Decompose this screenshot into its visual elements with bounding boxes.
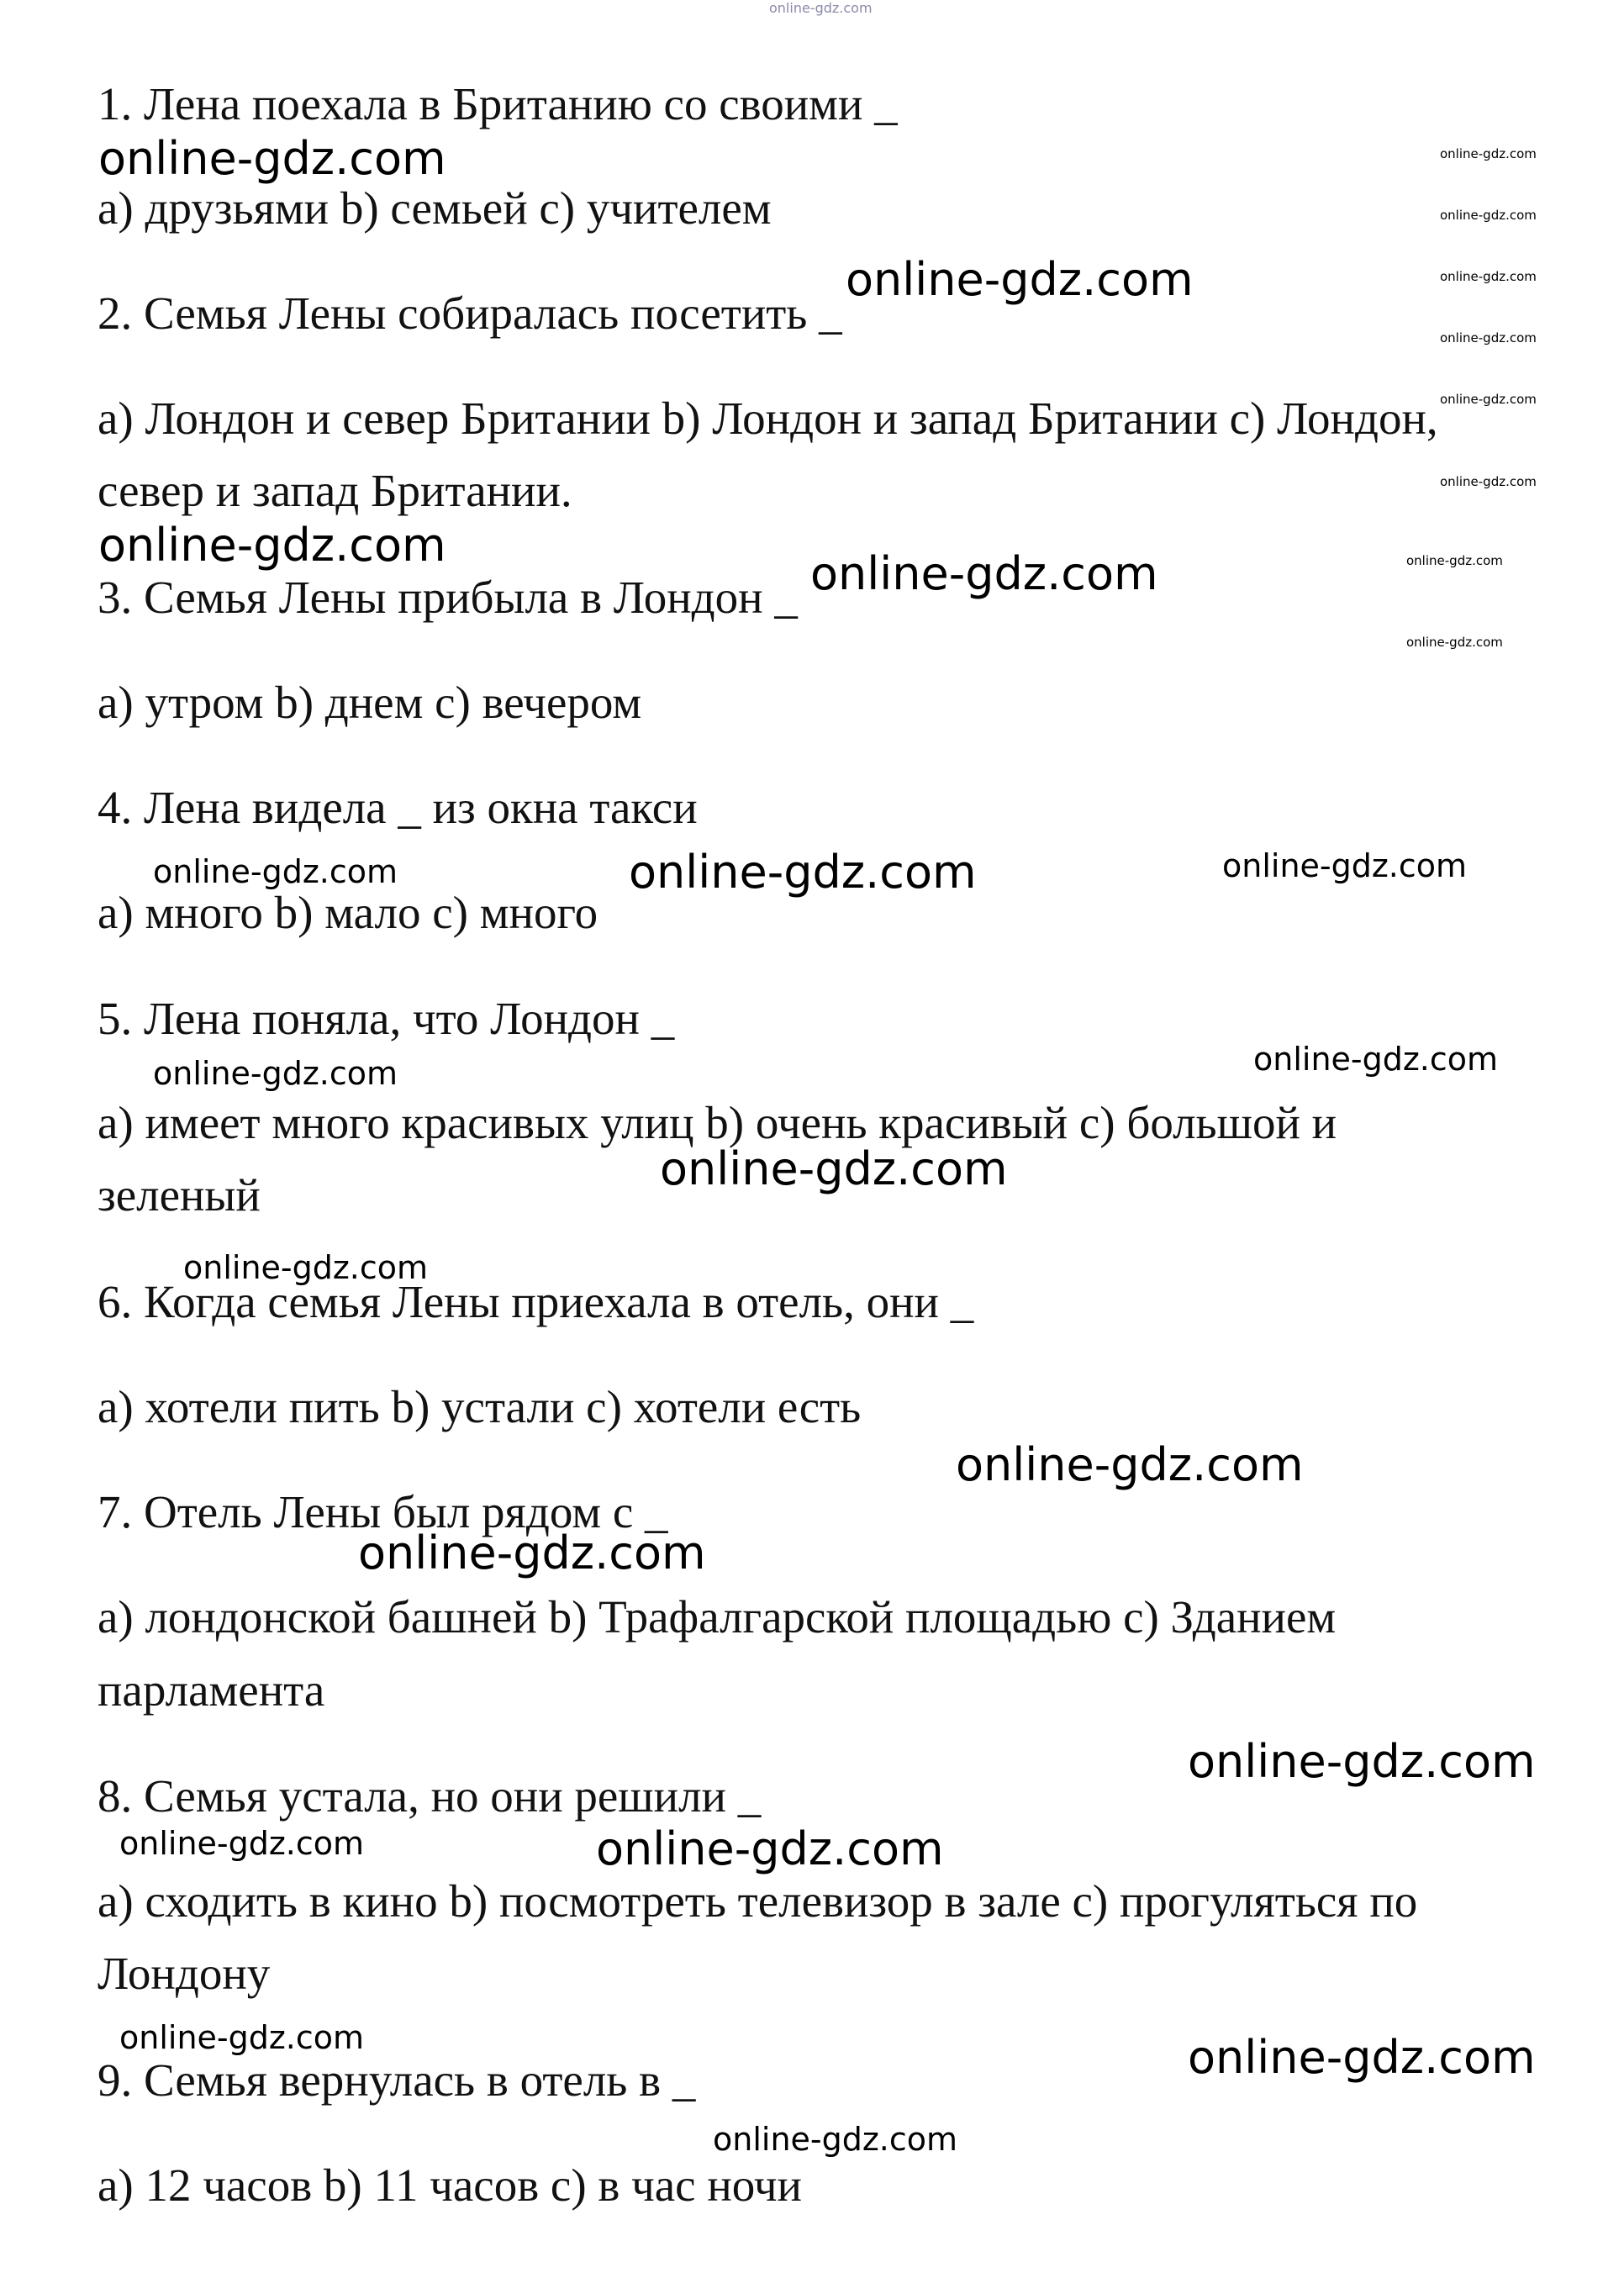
watermark: online-gdz.com — [956, 1438, 1304, 1491]
question-2: 2. Семья Лены собиралась посетить _ — [98, 287, 842, 339]
header-watermark: online-gdz.com — [769, 0, 873, 16]
watermark: online-gdz.com — [1406, 635, 1503, 650]
watermark: online-gdz.com — [98, 132, 446, 185]
question-5: 5. Лена поняла, что Лондон _ — [98, 993, 675, 1044]
question-8: 8. Семья устала, но они решили _ — [98, 1770, 762, 1822]
watermark: online-gdz.com — [713, 2121, 958, 2158]
watermark: online-gdz.com — [1440, 269, 1537, 284]
answer-7-cont: парламента — [98, 1664, 325, 1716]
answer-8-cont: Лондону — [98, 1948, 271, 1999]
watermark: online-gdz.com — [1440, 208, 1537, 223]
watermark: online-gdz.com — [1222, 847, 1468, 884]
answer-8: а) сходить в кино b) посмотреть телевизор в зале c) прогуляться по — [98, 1875, 1418, 1927]
answer-7: а) лондонской башней b) Трафалгарской площадью c) Зданием — [98, 1591, 1337, 1643]
watermark: online-gdz.com — [810, 547, 1158, 600]
watermark: online-gdz.com — [1406, 553, 1503, 568]
watermark: online-gdz.com — [1188, 2031, 1536, 2084]
watermark: online-gdz.com — [183, 1249, 429, 1286]
watermark: online-gdz.com — [596, 1822, 944, 1875]
question-4: 4. Лена видела _ из окна такси — [98, 782, 698, 833]
watermark: online-gdz.com — [660, 1142, 1008, 1195]
answer-9: а) 12 часов b) 11 часов c) в час ночи — [98, 2159, 802, 2211]
answer-5-cont: зеленый — [98, 1169, 261, 1221]
watermark: online-gdz.com — [1440, 474, 1537, 489]
watermark: online-gdz.com — [1188, 1735, 1536, 1788]
question-3: 3. Семья Лены прибыла в Лондон _ — [98, 572, 798, 623]
watermark: online-gdz.com — [119, 2019, 365, 2056]
answer-1: а) друзьями b) семьей c) учителем — [98, 182, 772, 234]
question-1: 1. Лена поехала в Британию со своими _ — [98, 78, 898, 129]
question-7: 7. Отель Лены был рядом с _ — [98, 1486, 668, 1537]
watermark: online-gdz.com — [1440, 392, 1537, 407]
watermark: online-gdz.com — [98, 519, 446, 572]
answer-3: а) утром b) днем c) вечером — [98, 677, 642, 728]
watermark: online-gdz.com — [846, 253, 1194, 306]
watermark: online-gdz.com — [629, 846, 977, 899]
answer-6: а) хотели пить b) устали c) хотели есть — [98, 1381, 862, 1432]
watermark: online-gdz.com — [153, 1055, 398, 1092]
question-9: 9. Семья вернулась в отель в _ — [98, 2054, 696, 2106]
answer-4: а) много b) мало c) много — [98, 887, 598, 938]
watermark: online-gdz.com — [1440, 146, 1537, 161]
watermark: online-gdz.com — [1253, 1041, 1499, 1078]
watermark: online-gdz.com — [358, 1527, 706, 1579]
watermark: online-gdz.com — [1440, 330, 1537, 345]
answer-5: а) имеет много красивых улиц b) очень красивый c) большой и — [98, 1097, 1337, 1148]
answer-2-cont: север и запад Британии. — [98, 465, 572, 516]
question-6: 6. Когда семья Лены приехала в отель, они _ — [98, 1276, 974, 1327]
watermark: online-gdz.com — [153, 853, 398, 890]
answer-2: а) Лондон и север Британии b) Лондон и запад Британии c) Лондон, — [98, 393, 1438, 444]
watermark: online-gdz.com — [119, 1825, 365, 1862]
